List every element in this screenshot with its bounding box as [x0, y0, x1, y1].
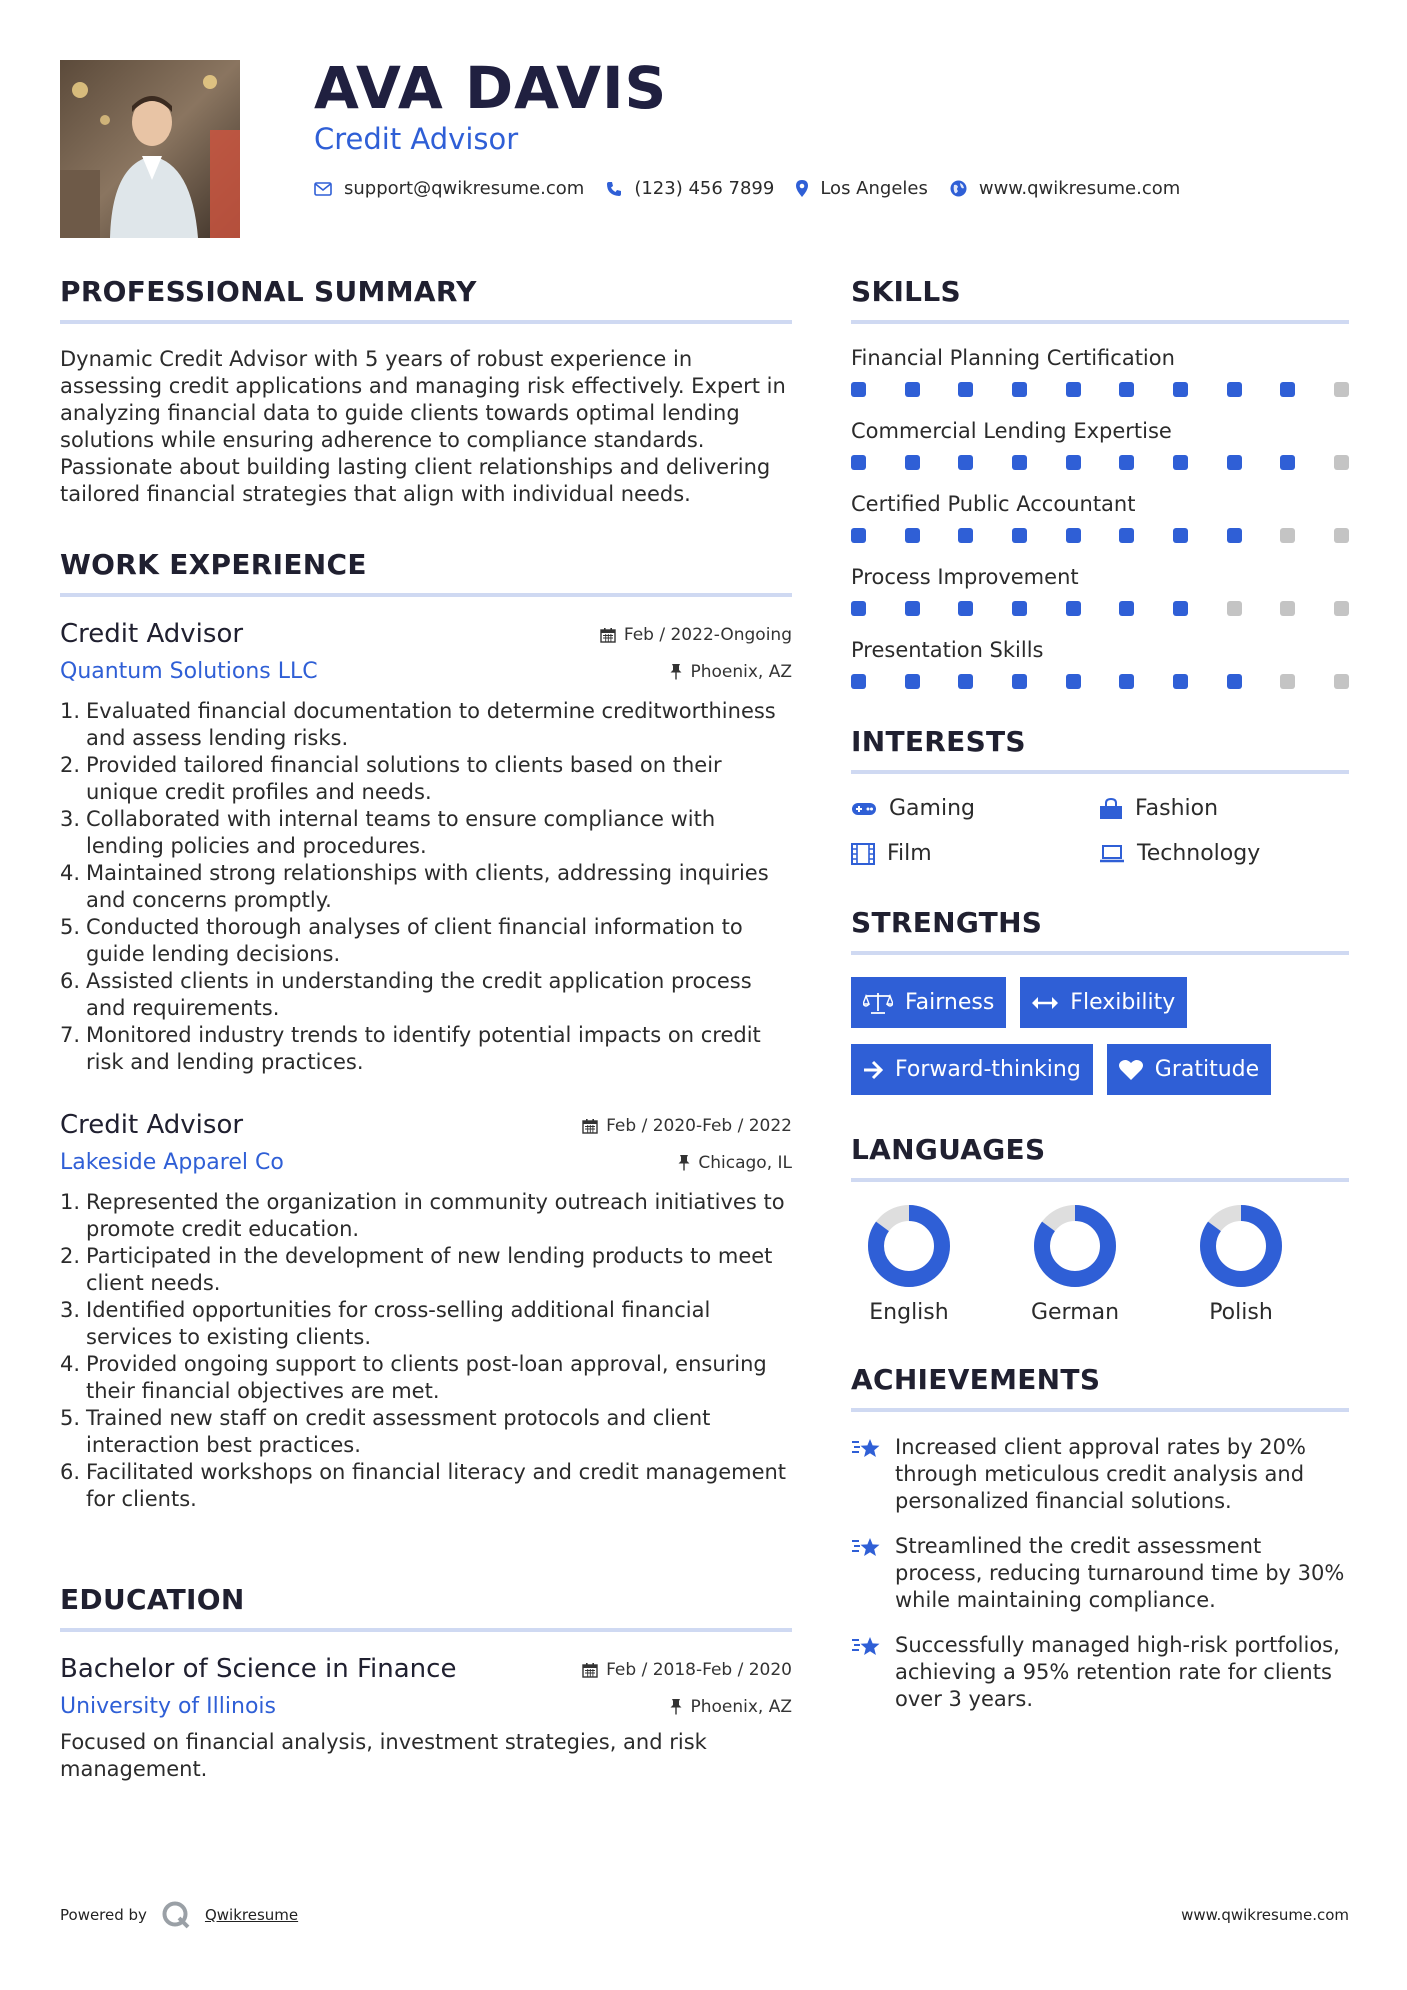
- skill-item: [851, 638, 1349, 689]
- contact-location: [796, 178, 928, 199]
- job-dates-text: Feb / 2022-Ongoing: [623, 625, 792, 645]
- language-name: German: [1030, 1300, 1120, 1325]
- arrow-right-icon: [863, 1060, 883, 1080]
- skill-rating: [851, 455, 1349, 470]
- skill-name: Commercial Lending Expertise: [851, 419, 1172, 443]
- skill-dot-empty: [1334, 455, 1349, 470]
- contact-phone[interactable]: [606, 178, 774, 199]
- contact-email[interactable]: [314, 178, 584, 199]
- list-item: 6. Facilitated workshops on financial literacy and credit management for clients.: [60, 1460, 787, 1511]
- company-name: Quantum Solutions LLC: [60, 659, 318, 684]
- skill-dot-filled: [1173, 601, 1188, 616]
- contact-website[interactable]: [950, 178, 1180, 199]
- achievement-item: [851, 1533, 1349, 1614]
- strength-tag: [851, 977, 1006, 1028]
- experience-heading: WORK EXPERIENCE: [60, 548, 792, 597]
- job-entry-2: [60, 1110, 792, 1513]
- candidate-name: AVA DAVIS: [314, 54, 668, 122]
- shopping-bag-icon: [1099, 798, 1123, 820]
- skill-dot-filled: [1012, 455, 1027, 470]
- skill-dot-filled: [851, 674, 866, 689]
- job-location-text: Chicago, IL: [698, 1152, 792, 1173]
- skills-list: [851, 346, 1349, 689]
- skill-dot-filled: [1119, 674, 1134, 689]
- balance-scale-icon: [863, 992, 893, 1014]
- interests-heading: INTERESTS: [851, 725, 1349, 774]
- language-item: [867, 1204, 951, 1325]
- interest-item: [1099, 796, 1349, 821]
- language-name: Polish: [1209, 1300, 1273, 1325]
- skill-item: [851, 346, 1349, 397]
- map-pin-icon: [796, 180, 808, 197]
- company-name: Lakeside Apparel Co: [60, 1150, 284, 1175]
- job-location-text: Phoenix, AZ: [690, 661, 792, 682]
- skill-dot-filled: [1173, 455, 1188, 470]
- skill-dot-filled: [1227, 528, 1242, 543]
- education-dates-text: Feb / 2018-Feb / 2020: [606, 1660, 792, 1680]
- job-title: Credit Advisor: [60, 1110, 244, 1140]
- job-location: [670, 662, 792, 682]
- skill-dot-filled: [1066, 528, 1081, 543]
- interest-label: Film: [887, 841, 932, 866]
- list-item: 3. Collaborated with internal teams to ensure compliance with lending policies and procedures.: [60, 807, 716, 858]
- skill-dot-filled: [1066, 674, 1081, 689]
- skill-dot-filled: [1066, 601, 1081, 616]
- skill-dot-filled: [1280, 382, 1295, 397]
- calendar-icon: [582, 1662, 598, 1678]
- film-icon: [851, 843, 875, 865]
- language-ring: [867, 1204, 951, 1288]
- skill-dot-filled: [851, 528, 866, 543]
- skill-dot-filled: [1227, 455, 1242, 470]
- interest-item: [851, 796, 1099, 821]
- right-column: [851, 275, 1349, 1731]
- contact-phone-text: (123) 456 7899: [634, 178, 775, 199]
- skill-item: [851, 419, 1349, 470]
- school-name: University of Illinois: [60, 1694, 276, 1719]
- achievement-text: Successfully managed high-risk portfolios, achieving a 95% retention rate for clients over 3 years.: [895, 1633, 1340, 1711]
- skill-dot-filled: [905, 601, 920, 616]
- skill-dot-filled: [905, 455, 920, 470]
- globe-icon: [950, 180, 967, 197]
- job-bullets: [60, 1189, 792, 1513]
- interest-label: Fashion: [1135, 796, 1219, 821]
- phone-icon: [606, 181, 622, 197]
- skill-item: [851, 565, 1349, 616]
- skill-dot-filled: [1173, 528, 1188, 543]
- skill-dot-filled: [1066, 455, 1081, 470]
- skill-dot-filled: [1012, 382, 1027, 397]
- skill-name: Certified Public Accountant: [851, 492, 1136, 516]
- skill-dot-empty: [1280, 601, 1295, 616]
- skill-dot-filled: [905, 382, 920, 397]
- education-dates: [582, 1660, 792, 1680]
- skill-dot-filled: [958, 382, 973, 397]
- skill-dot-filled: [1012, 674, 1027, 689]
- strength-label: Gratitude: [1154, 1057, 1260, 1082]
- list-item: 1. Represented the organization in community outreach initiatives to promote credit education.: [60, 1190, 785, 1241]
- contact-email-text: support@qwikresume.com: [344, 178, 585, 199]
- skill-dot-filled: [1280, 455, 1295, 470]
- job-dates: [582, 1116, 792, 1136]
- contact-location-text: Los Angeles: [820, 178, 928, 199]
- heart-icon: [1119, 1059, 1143, 1080]
- languages-heading: LANGUAGES: [851, 1133, 1349, 1182]
- language-item: [1030, 1204, 1120, 1325]
- left-column: [60, 275, 792, 1783]
- skill-dot-filled: [851, 601, 866, 616]
- list-item: 5. Conducted thorough analyses of client financial information to guide lending decisions.: [60, 915, 743, 966]
- skill-dot-empty: [1334, 601, 1349, 616]
- language-item: [1199, 1204, 1283, 1325]
- skill-rating: [851, 674, 1349, 689]
- pushpin-icon: [678, 1154, 690, 1171]
- interest-label: Gaming: [889, 796, 975, 821]
- skill-dot-filled: [1119, 382, 1134, 397]
- skill-dot-filled: [1119, 528, 1134, 543]
- education-description: Focused on financial analysis, investment strategies, and risk management.: [60, 1730, 707, 1781]
- languages-list: [851, 1204, 1349, 1325]
- strength-tag: [851, 1044, 1093, 1095]
- skill-rating: [851, 601, 1349, 616]
- education-location-text: Phoenix, AZ: [690, 1696, 792, 1717]
- shooting-star-icon: [851, 1436, 883, 1515]
- job-location: [678, 1153, 792, 1173]
- list-item: 4. Provided ongoing support to clients post-loan approval, ensuring their financial objectives are met.: [60, 1352, 767, 1403]
- summary-text: Dynamic Credit Advisor with 5 years of robust experience in assessing credit applications and managing risk effectively. Expert in analyzing financial data to guide clients towards optimal lending solutions while ensuring adherence to compliance standards. Passionate about building lasting client relationships and delivering tailored financial strategies that align with individual needs.: [60, 347, 786, 506]
- skill-item: [851, 492, 1349, 543]
- list-item: 3. Identified opportunities for cross-selling additional financial services to existing clients.: [60, 1298, 711, 1349]
- language-name: English: [869, 1300, 949, 1325]
- interest-item: [1099, 841, 1349, 866]
- skill-name: Financial Planning Certification: [851, 346, 1175, 370]
- envelope-icon: [314, 182, 332, 196]
- interest-item: [851, 841, 1099, 866]
- list-item: 5. Trained new staff on credit assessment protocols and client interaction best practices.: [60, 1406, 711, 1457]
- strengths-list: [851, 977, 1349, 1095]
- skill-dot-filled: [1227, 382, 1242, 397]
- skill-dot-filled: [1173, 382, 1188, 397]
- skill-dot-empty: [1334, 382, 1349, 397]
- brand-link[interactable]: Qwikresume: [204, 1906, 299, 1924]
- skill-dot-filled: [958, 455, 973, 470]
- strength-label: Forward-thinking: [895, 1057, 1081, 1082]
- job-bullets: [60, 698, 792, 1076]
- skill-name: Presentation Skills: [851, 638, 1044, 662]
- strength-tag: [1107, 1044, 1271, 1095]
- skill-dot-filled: [958, 674, 973, 689]
- language-ring: [1033, 1204, 1117, 1288]
- arrows-horizontal-icon: [1032, 996, 1058, 1010]
- skill-dot-empty: [1280, 528, 1295, 543]
- strength-label: Flexibility: [1070, 990, 1176, 1015]
- shooting-star-icon: [851, 1634, 883, 1713]
- powered-by-text: Powered by: [60, 1906, 147, 1924]
- achievement-text: Increased client approval rates by 20% through meticulous credit analysis and personalized financial solutions.: [895, 1435, 1306, 1513]
- skill-rating: [851, 528, 1349, 543]
- achievements-list: [851, 1434, 1349, 1713]
- education-location: [670, 1697, 792, 1717]
- skills-heading: SKILLS: [851, 275, 1349, 324]
- skill-dot-filled: [958, 528, 973, 543]
- list-item: 7. Monitored industry trends to identify potential impacts on credit risk and lending practices.: [60, 1023, 761, 1074]
- laptop-icon: [1099, 844, 1125, 864]
- education-entry: [60, 1654, 792, 1783]
- footer-url[interactable]: www.qwikresume.com: [1181, 1906, 1349, 1924]
- contact-bar: [314, 178, 1202, 199]
- language-ring: [1199, 1204, 1283, 1288]
- job-dates-text: Feb / 2020-Feb / 2022: [606, 1116, 792, 1136]
- skill-dot-empty: [1280, 674, 1295, 689]
- candidate-role: Credit Advisor: [314, 122, 519, 156]
- strength-label: Fairness: [905, 990, 995, 1015]
- skill-name: Process Improvement: [851, 565, 1079, 589]
- education-heading: EDUCATION: [60, 1583, 792, 1632]
- skill-dot-filled: [851, 455, 866, 470]
- shooting-star-icon: [851, 1535, 883, 1614]
- degree-title: Bachelor of Science in Finance: [60, 1654, 457, 1684]
- pushpin-icon: [670, 1698, 682, 1715]
- strengths-heading: STRENGTHS: [851, 906, 1349, 955]
- skill-dot-filled: [1119, 455, 1134, 470]
- skill-dot-empty: [1227, 601, 1242, 616]
- skill-rating: [851, 382, 1349, 397]
- skill-dot-filled: [1119, 601, 1134, 616]
- profile-photo: [60, 60, 240, 238]
- qwikresume-logo-icon: [161, 1900, 191, 1930]
- skill-dot-empty: [1334, 528, 1349, 543]
- list-item: 2. Participated in the development of new lending products to meet client needs.: [60, 1244, 773, 1295]
- footer-powered-by: [60, 1900, 298, 1930]
- list-item: 4. Maintained strong relationships with clients, addressing inquiries and concerns promptly.: [60, 861, 769, 912]
- strength-tag: [1020, 977, 1187, 1028]
- skill-dot-filled: [851, 382, 866, 397]
- skill-dot-filled: [1227, 674, 1242, 689]
- achievement-item: [851, 1434, 1349, 1515]
- gamepad-icon: [851, 801, 877, 817]
- job-entry-1: [60, 619, 792, 1076]
- job-title: Credit Advisor: [60, 619, 244, 649]
- skill-dot-filled: [1012, 601, 1027, 616]
- list-item: 6. Assisted clients in understanding the credit application process and requirements.: [60, 969, 752, 1020]
- skill-dot-filled: [958, 601, 973, 616]
- list-item: 1. Evaluated financial documentation to determine creditworthiness and assess lending risks.: [60, 699, 776, 750]
- interests-list: [851, 796, 1349, 866]
- interest-label: Technology: [1137, 841, 1261, 866]
- contact-website-text: www.qwikresume.com: [978, 178, 1181, 199]
- list-item: 2. Provided tailored financial solutions to clients based on their unique credit profiles and needs.: [60, 753, 722, 804]
- skill-dot-filled: [905, 528, 920, 543]
- achievements-heading: ACHIEVEMENTS: [851, 1363, 1349, 1412]
- achievement-item: [851, 1632, 1349, 1713]
- summary-heading: PROFESSIONAL SUMMARY: [60, 275, 792, 324]
- skill-dot-filled: [1012, 528, 1027, 543]
- job-dates: [600, 625, 792, 645]
- skill-dot-empty: [1334, 674, 1349, 689]
- skill-dot-filled: [1066, 382, 1081, 397]
- skill-dot-filled: [1173, 674, 1188, 689]
- calendar-icon: [600, 627, 616, 643]
- achievement-text: Streamlined the credit assessment process, reducing turnaround time by 30% while maintaining compliance.: [895, 1534, 1345, 1612]
- pushpin-icon: [670, 663, 682, 680]
- calendar-icon: [582, 1118, 598, 1134]
- skill-dot-filled: [905, 674, 920, 689]
